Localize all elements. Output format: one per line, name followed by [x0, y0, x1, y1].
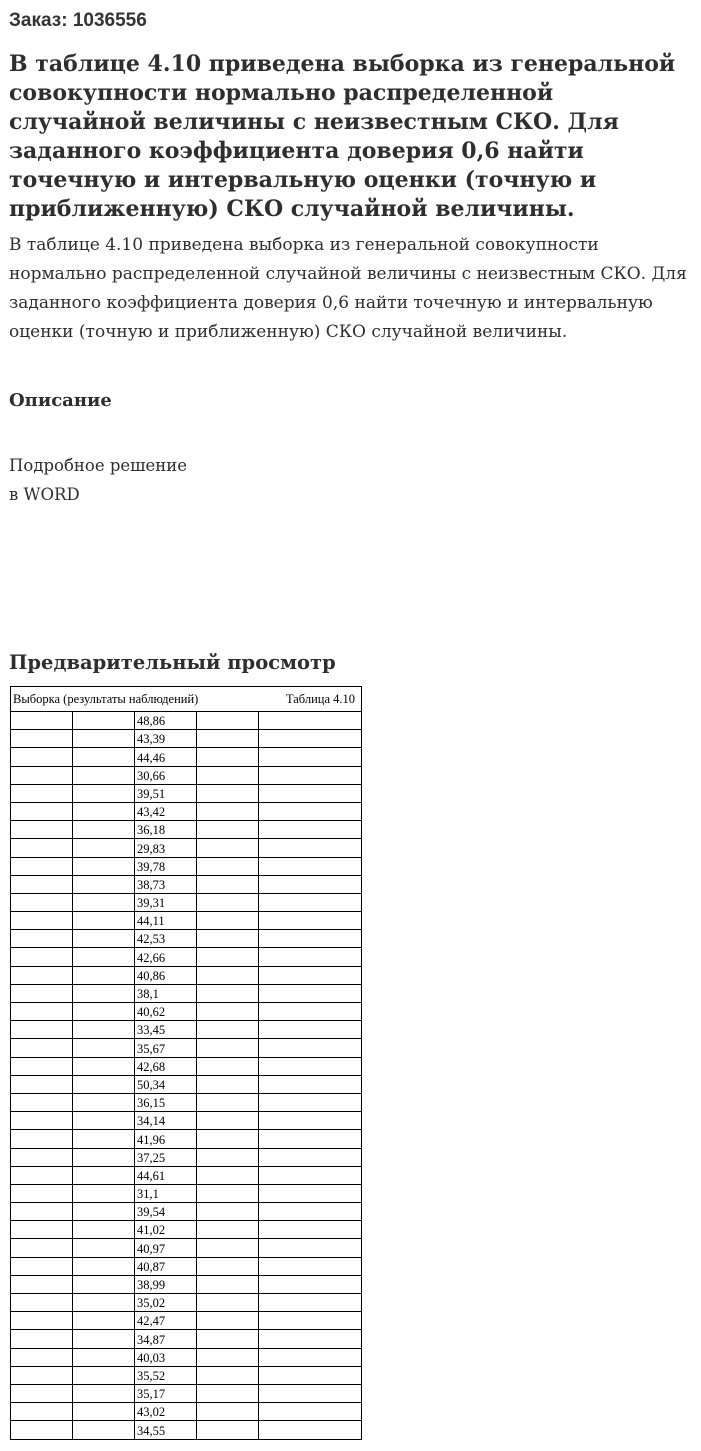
empty-cell	[259, 1257, 362, 1275]
table-row	[11, 712, 362, 730]
table-caption-left: Выборка (результаты наблюдений)	[13, 692, 199, 706]
sample-value-cell: 43,02	[135, 1403, 197, 1421]
sample-value-cell: 35,52	[135, 1366, 197, 1384]
empty-cell	[73, 1312, 135, 1330]
empty-cell	[11, 839, 73, 857]
sample-value-cell: 31,1	[135, 1184, 197, 1202]
empty-cell	[259, 784, 362, 802]
empty-cell	[73, 1203, 135, 1221]
empty-cell	[197, 1130, 259, 1148]
empty-cell	[73, 1221, 135, 1239]
empty-cell	[73, 1093, 135, 1111]
empty-cell	[73, 1403, 135, 1421]
table-row	[11, 1021, 362, 1039]
empty-cell	[73, 730, 135, 748]
empty-cell	[259, 1312, 362, 1330]
sample-value-cell: 38,73	[135, 875, 197, 893]
table-row	[11, 802, 362, 820]
empty-cell	[197, 1203, 259, 1221]
sample-value-cell: 43,39	[135, 730, 197, 748]
sample-value-cell: 35,02	[135, 1294, 197, 1312]
sample-value-cell: 40,97	[135, 1239, 197, 1257]
table-row	[11, 857, 362, 875]
empty-cell	[73, 1039, 135, 1057]
preview-heading: Предварительный просмотр	[9, 651, 336, 674]
sample-value-cell: 38,99	[135, 1275, 197, 1293]
sample-value-cell: 42,53	[135, 930, 197, 948]
sample-value-cell: 40,62	[135, 1003, 197, 1021]
empty-cell	[197, 912, 259, 930]
empty-cell	[11, 1366, 73, 1384]
empty-cell	[73, 1294, 135, 1312]
empty-cell	[197, 857, 259, 875]
empty-cell	[259, 1330, 362, 1348]
table-row	[11, 1148, 362, 1166]
empty-cell	[259, 821, 362, 839]
empty-cell	[259, 966, 362, 984]
empty-cell	[73, 948, 135, 966]
sample-value-cell: 42,47	[135, 1312, 197, 1330]
empty-cell	[197, 766, 259, 784]
sample-value-cell: 34,55	[135, 1421, 197, 1439]
empty-cell	[73, 766, 135, 784]
solution-details-line: в WORD	[9, 485, 80, 504]
sample-value-cell: 35,67	[135, 1039, 197, 1057]
empty-cell	[11, 1421, 73, 1439]
sample-value-cell: 39,54	[135, 1203, 197, 1221]
empty-cell	[197, 1403, 259, 1421]
table-caption-right: Таблица 4.10	[285, 692, 356, 706]
empty-cell	[259, 1366, 362, 1384]
empty-cell	[11, 1330, 73, 1348]
empty-cell	[11, 748, 73, 766]
empty-cell	[259, 712, 362, 730]
empty-cell	[197, 1257, 259, 1275]
empty-cell	[197, 748, 259, 766]
sample-value-cell: 42,66	[135, 948, 197, 966]
empty-cell	[73, 1021, 135, 1039]
page-title: В таблице 4.10 приведена выборка из генеральной совокупности нормально распределенной случайной величины с неизвестным СКО. Для заданного коэффициента доверия 0,6 найти точечную и интервальную оценки (точную и приближенную) СКО случайной величины.	[9, 51, 676, 222]
empty-cell	[197, 1330, 259, 1348]
empty-cell	[259, 1093, 362, 1111]
empty-cell	[11, 1294, 73, 1312]
table-row	[11, 1403, 362, 1421]
table-row	[11, 1275, 362, 1293]
empty-cell	[259, 857, 362, 875]
sample-value-cell: 40,03	[135, 1348, 197, 1366]
empty-cell	[11, 930, 73, 948]
empty-cell	[197, 1421, 259, 1439]
sample-value-cell: 34,87	[135, 1330, 197, 1348]
empty-cell	[11, 1148, 73, 1166]
sample-value-cell: 39,78	[135, 857, 197, 875]
empty-cell	[11, 1130, 73, 1148]
empty-cell	[197, 1075, 259, 1093]
table-row	[11, 875, 362, 893]
empty-cell	[197, 1166, 259, 1184]
empty-cell	[197, 1384, 259, 1402]
table-row	[11, 893, 362, 911]
empty-cell	[11, 1403, 73, 1421]
sample-value-cell: 44,61	[135, 1166, 197, 1184]
empty-cell	[197, 875, 259, 893]
empty-cell	[11, 1039, 73, 1057]
empty-cell	[11, 1184, 73, 1202]
empty-cell	[259, 1294, 362, 1312]
sample-value-cell: 39,31	[135, 893, 197, 911]
solution-details	[9, 451, 187, 509]
empty-cell	[11, 893, 73, 911]
empty-cell	[11, 1112, 73, 1130]
empty-cell	[11, 912, 73, 930]
empty-cell	[11, 1057, 73, 1075]
table-row	[11, 1312, 362, 1330]
empty-cell	[197, 784, 259, 802]
empty-cell	[11, 784, 73, 802]
sample-value-cell: 36,15	[135, 1093, 197, 1111]
table-row	[11, 1203, 362, 1221]
empty-cell	[11, 1239, 73, 1257]
empty-cell	[11, 802, 73, 820]
table-row	[11, 784, 362, 802]
table-row	[11, 1166, 362, 1184]
empty-cell	[11, 1275, 73, 1293]
empty-cell	[73, 1166, 135, 1184]
table-row	[11, 1039, 362, 1057]
empty-cell	[11, 730, 73, 748]
empty-cell	[73, 839, 135, 857]
sample-value-cell: 50,34	[135, 1075, 197, 1093]
empty-cell	[73, 1112, 135, 1130]
empty-cell	[73, 712, 135, 730]
sample-value-cell: 48,86	[135, 712, 197, 730]
sample-value-cell: 34,14	[135, 1112, 197, 1130]
empty-cell	[259, 730, 362, 748]
empty-cell	[11, 1203, 73, 1221]
empty-cell	[73, 1239, 135, 1257]
empty-cell	[11, 1384, 73, 1402]
empty-cell	[259, 1184, 362, 1202]
description-heading: Описание	[9, 390, 112, 411]
empty-cell	[73, 966, 135, 984]
sample-value-cell: 42,68	[135, 1057, 197, 1075]
empty-cell	[259, 1039, 362, 1057]
sample-value-cell: 40,86	[135, 966, 197, 984]
empty-cell	[73, 1148, 135, 1166]
sample-value-cell: 44,11	[135, 912, 197, 930]
empty-cell	[259, 930, 362, 948]
empty-cell	[259, 1057, 362, 1075]
empty-cell	[11, 1075, 73, 1093]
table-row	[11, 1348, 362, 1366]
empty-cell	[11, 1021, 73, 1039]
sample-value-cell: 30,66	[135, 766, 197, 784]
empty-cell	[197, 893, 259, 911]
empty-cell	[197, 948, 259, 966]
empty-cell	[197, 1093, 259, 1111]
empty-cell	[11, 821, 73, 839]
table-row	[11, 912, 362, 930]
empty-cell	[11, 1221, 73, 1239]
empty-cell	[197, 1348, 259, 1366]
empty-cell	[259, 1166, 362, 1184]
empty-cell	[11, 712, 73, 730]
empty-cell	[259, 1148, 362, 1166]
empty-cell	[259, 839, 362, 857]
empty-cell	[197, 1239, 259, 1257]
table-row	[11, 948, 362, 966]
empty-cell	[197, 712, 259, 730]
empty-cell	[73, 1057, 135, 1075]
table-row	[11, 1093, 362, 1111]
empty-cell	[259, 1203, 362, 1221]
sample-value-cell: 41,02	[135, 1221, 197, 1239]
empty-cell	[197, 1003, 259, 1021]
empty-cell	[197, 839, 259, 857]
empty-cell	[197, 1112, 259, 1130]
empty-cell	[11, 948, 73, 966]
empty-cell	[197, 1221, 259, 1239]
sample-value-cell: 43,42	[135, 802, 197, 820]
empty-cell	[73, 1275, 135, 1293]
table-row	[11, 766, 362, 784]
table-row	[11, 1221, 362, 1239]
empty-cell	[73, 857, 135, 875]
sample-value-cell: 38,1	[135, 984, 197, 1002]
empty-cell	[197, 1021, 259, 1039]
empty-cell	[259, 1075, 362, 1093]
empty-cell	[259, 1221, 362, 1239]
empty-cell	[11, 1166, 73, 1184]
empty-cell	[11, 875, 73, 893]
table-row	[11, 1366, 362, 1384]
empty-cell	[73, 1421, 135, 1439]
empty-cell	[197, 1148, 259, 1166]
table-row	[11, 748, 362, 766]
sample-value-cell: 29,83	[135, 839, 197, 857]
sample-value-cell: 39,51	[135, 784, 197, 802]
empty-cell	[259, 948, 362, 966]
empty-cell	[11, 1257, 73, 1275]
table-row	[11, 821, 362, 839]
table-row	[11, 1112, 362, 1130]
table-header-row	[11, 687, 362, 712]
sample-value-cell: 33,45	[135, 1021, 197, 1039]
order-number: Заказ: 1036556	[9, 10, 147, 31]
empty-cell	[197, 1057, 259, 1075]
empty-cell	[197, 1184, 259, 1202]
table-row	[11, 1184, 362, 1202]
empty-cell	[197, 821, 259, 839]
table-row	[11, 1294, 362, 1312]
sample-value-cell: 36,18	[135, 821, 197, 839]
empty-cell	[197, 1366, 259, 1384]
empty-cell	[11, 1093, 73, 1111]
empty-cell	[11, 766, 73, 784]
empty-cell	[259, 984, 362, 1002]
table-row	[11, 930, 362, 948]
empty-cell	[73, 893, 135, 911]
empty-cell	[259, 1239, 362, 1257]
empty-cell	[197, 802, 259, 820]
table-row	[11, 1130, 362, 1148]
empty-cell	[73, 1366, 135, 1384]
sample-value-cell: 40,87	[135, 1257, 197, 1275]
table-row	[11, 1384, 362, 1402]
empty-cell	[73, 1384, 135, 1402]
empty-cell	[11, 966, 73, 984]
empty-cell	[73, 984, 135, 1002]
table-caption	[11, 687, 362, 712]
empty-cell	[73, 821, 135, 839]
empty-cell	[259, 1384, 362, 1402]
table-row	[11, 1330, 362, 1348]
empty-cell	[259, 1112, 362, 1130]
table-row	[11, 966, 362, 984]
empty-cell	[197, 1294, 259, 1312]
sample-value-cell: 44,46	[135, 748, 197, 766]
empty-cell	[197, 966, 259, 984]
empty-cell	[73, 1257, 135, 1275]
empty-cell	[259, 912, 362, 930]
empty-cell	[259, 875, 362, 893]
empty-cell	[259, 1003, 362, 1021]
empty-cell	[11, 984, 73, 1002]
empty-cell	[73, 748, 135, 766]
empty-cell	[197, 984, 259, 1002]
table-row	[11, 839, 362, 857]
empty-cell	[73, 1330, 135, 1348]
table-row	[11, 1257, 362, 1275]
empty-cell	[259, 766, 362, 784]
table-row	[11, 1003, 362, 1021]
empty-cell	[73, 1003, 135, 1021]
empty-cell	[259, 1130, 362, 1148]
empty-cell	[73, 912, 135, 930]
empty-cell	[197, 1275, 259, 1293]
table-row	[11, 1239, 362, 1257]
empty-cell	[11, 1312, 73, 1330]
sample-value-cell: 35,17	[135, 1384, 197, 1402]
empty-cell	[73, 930, 135, 948]
sample-value-cell: 41,96	[135, 1130, 197, 1148]
task-description: В таблице 4.10 приведена выборка из генеральной совокупности нормально распределенной случайной величины с неизвестным СКО. Для заданного коэффициента доверия 0,6 найти точечную и интервальную оценки (точную и приближенную) СКО случайной величины.	[9, 235, 687, 342]
table-row	[11, 1075, 362, 1093]
empty-cell	[259, 1275, 362, 1293]
preview-table	[10, 686, 362, 1440]
empty-cell	[73, 1130, 135, 1148]
empty-cell	[259, 748, 362, 766]
empty-cell	[259, 1021, 362, 1039]
empty-cell	[259, 1348, 362, 1366]
empty-cell	[197, 1039, 259, 1057]
empty-cell	[11, 857, 73, 875]
table-row	[11, 984, 362, 1002]
table-row	[11, 1421, 362, 1439]
empty-cell	[73, 1075, 135, 1093]
empty-cell	[197, 1312, 259, 1330]
empty-cell	[73, 1348, 135, 1366]
empty-cell	[73, 1184, 135, 1202]
empty-cell	[259, 893, 362, 911]
empty-cell	[197, 930, 259, 948]
table-row	[11, 730, 362, 748]
empty-cell	[259, 1421, 362, 1439]
empty-cell	[11, 1003, 73, 1021]
empty-cell	[197, 730, 259, 748]
empty-cell	[73, 802, 135, 820]
sample-value-cell: 37,25	[135, 1148, 197, 1166]
empty-cell	[11, 1348, 73, 1366]
empty-cell	[259, 802, 362, 820]
empty-cell	[73, 784, 135, 802]
empty-cell	[259, 1403, 362, 1421]
table-row	[11, 1057, 362, 1075]
solution-details-line: Подробное решение	[9, 456, 188, 475]
empty-cell	[73, 875, 135, 893]
